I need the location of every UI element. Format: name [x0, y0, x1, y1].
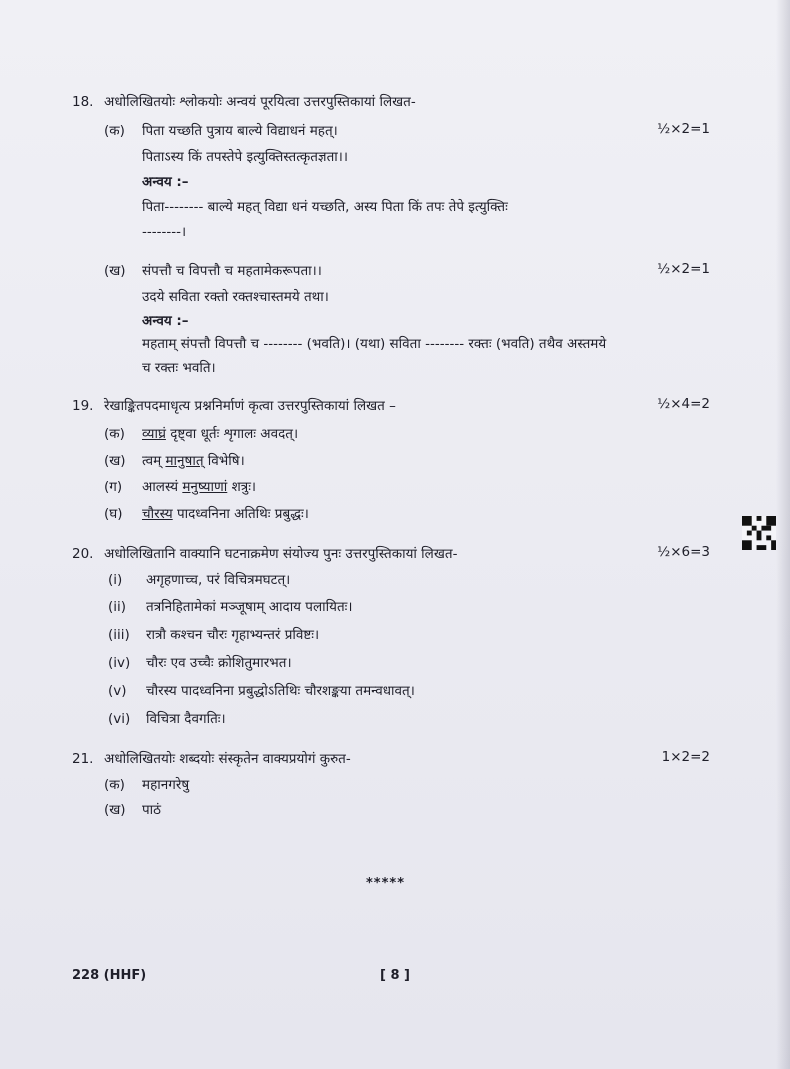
- end-marker: *****: [366, 876, 405, 891]
- underlined-word: मनुष्याणां: [182, 479, 228, 495]
- q18-b-fill2: च रक्तः भवति।: [142, 360, 216, 376]
- question-number: 18.: [72, 94, 94, 110]
- question-21: [72, 749, 351, 769]
- question-number: 21.: [72, 751, 94, 767]
- item-label: (ग): [104, 479, 123, 495]
- sentence-rest: शत्रुः।: [227, 479, 257, 495]
- question-number: 19.: [72, 398, 94, 414]
- item-label: (iii): [108, 627, 130, 643]
- question-number: 20.: [72, 546, 94, 562]
- sentence: चौरस्य पादध्वनिना प्रबुद्धोऽतिथिः चौरशङ्कया तमन्वधावत्।: [146, 683, 415, 699]
- sentence: विचित्रा दैवगतिः।: [146, 711, 226, 727]
- underlined-word: चौरस्य: [142, 506, 173, 522]
- q20-marks: ½×6=3: [657, 544, 710, 560]
- q19-marks: ½×4=2: [657, 396, 710, 412]
- q19-item-a: [104, 424, 298, 444]
- item-label: (i): [108, 572, 123, 588]
- item-label: (ख): [104, 263, 126, 279]
- question-text: अधोलिखितयोः शब्दयोः संस्कृतेन वाक्यप्रयोगं कुरुत-: [104, 751, 351, 767]
- q19-item-d: [104, 504, 309, 524]
- item-label: (ii): [108, 599, 127, 615]
- underlined-word: मानुषात्: [165, 453, 204, 469]
- sentence-rest: दृष्ट्वा धूर्तः शृगालः अवदत्।: [165, 426, 299, 442]
- q18-b-line2: उदये सविता रक्तो रक्तश्चास्तमये तथा।: [142, 289, 329, 305]
- q21-item-a: [104, 775, 189, 795]
- item-label: (क): [104, 123, 125, 139]
- item-label: (क): [104, 777, 125, 793]
- item-label: (iv): [108, 655, 131, 671]
- item-label: (v): [108, 683, 127, 699]
- item-label: (घ): [104, 506, 123, 522]
- word: महानगरेषु: [142, 777, 190, 793]
- sentence-rest: विभेषि।: [203, 453, 245, 469]
- q18-a-anvay-heading: अन्वय :–: [142, 174, 189, 190]
- q19-item-b: [104, 451, 245, 471]
- underlined-word: व्याघ्रं: [142, 426, 166, 442]
- sentence-pre: आलस्यं: [142, 479, 183, 495]
- sentence: रात्रौ कश्चन चौरः गृहाभ्यन्तरं प्रविष्टः।: [146, 627, 320, 643]
- q18-a-line2: पिताऽस्य किं तपस्तेपे इत्युक्तिस्तत्कृतज्ञता।।: [142, 149, 348, 165]
- question-19: [72, 396, 396, 416]
- item-label: (क): [104, 426, 125, 442]
- q20-item-iii: [108, 625, 319, 645]
- sentence-rest: पादध्वनिना अतिथिः प्रबुद्धः।: [172, 506, 309, 522]
- page-number: [ 8 ]: [380, 968, 410, 983]
- item-label: (vi): [108, 711, 131, 727]
- q20-item-iv: [108, 653, 292, 673]
- page-edge-shadow: [776, 0, 790, 1069]
- item-label: (ख): [104, 453, 126, 469]
- q20-item-v: [108, 681, 415, 701]
- paper-code: 228 (HHF): [72, 968, 147, 983]
- q18-a-fill2: --------।: [142, 224, 187, 240]
- question-text: अधोलिखितयोः श्लोकयोः अन्वयं पूरयित्वा उत्तरपुस्तिकायां लिखत-: [104, 94, 416, 110]
- sentence-pre: त्वम्: [142, 453, 166, 469]
- q20-item-vi: [108, 709, 226, 729]
- question-text: रेखाङ्कितपदमाधृत्य प्रश्ननिर्माणं कृत्वा उत्तरपुस्तिकायां लिखत –: [104, 398, 396, 414]
- sentence: चौरः एव उच्चैः क्रोशितुमारभत।: [146, 655, 292, 671]
- qr-code-icon: [742, 516, 776, 550]
- q18-b-marks: ½×2=1: [657, 261, 710, 277]
- q18-b-line1: [104, 261, 322, 281]
- question-18: [72, 92, 416, 112]
- word: पाठं: [142, 802, 162, 818]
- q21-marks: 1×2=2: [661, 749, 710, 765]
- q20-item-ii: [108, 597, 353, 617]
- q18-a-marks: ½×2=1: [657, 121, 710, 137]
- q18-b-anvay-heading: अन्वय :–: [142, 313, 189, 329]
- q19-item-c: [104, 477, 256, 497]
- q18-b-fill1: महताम् संपत्तौ विपत्तौ च -------- (भवति)। (यथा) सविता -------- रक्तः (भवति) तथैव अस्तमये: [142, 336, 607, 352]
- sentence: तत्रनिहितामेकां मञ्जूषाम् आदाय पलायितः।: [146, 599, 353, 615]
- question-text: अधोलिखितानि वाक्यानि घटनाक्रमेण संयोज्य पुनः उत्तरपुस्तिकायां लिखत-: [104, 546, 458, 562]
- q18-a-line1: [104, 121, 338, 141]
- shloka-line: पिता यच्छति पुत्राय बाल्ये विद्याधनं महत्।: [142, 123, 338, 139]
- item-label: (ख): [104, 802, 126, 818]
- shloka-line: संपत्तौ च विपत्तौ च महतामेकरूपता।।: [142, 263, 322, 279]
- sentence: अगृहणाच्च, परं विचित्रमघटत्।: [146, 572, 291, 588]
- q20-item-i: [108, 570, 290, 590]
- q18-a-fill1: पिता-------- बाल्ये महत् विद्या धनं यच्छति, अस्य पिता किं तपः तेपे इत्युक्तिः: [142, 199, 508, 215]
- question-20: [72, 544, 457, 564]
- q21-item-b: [104, 800, 161, 820]
